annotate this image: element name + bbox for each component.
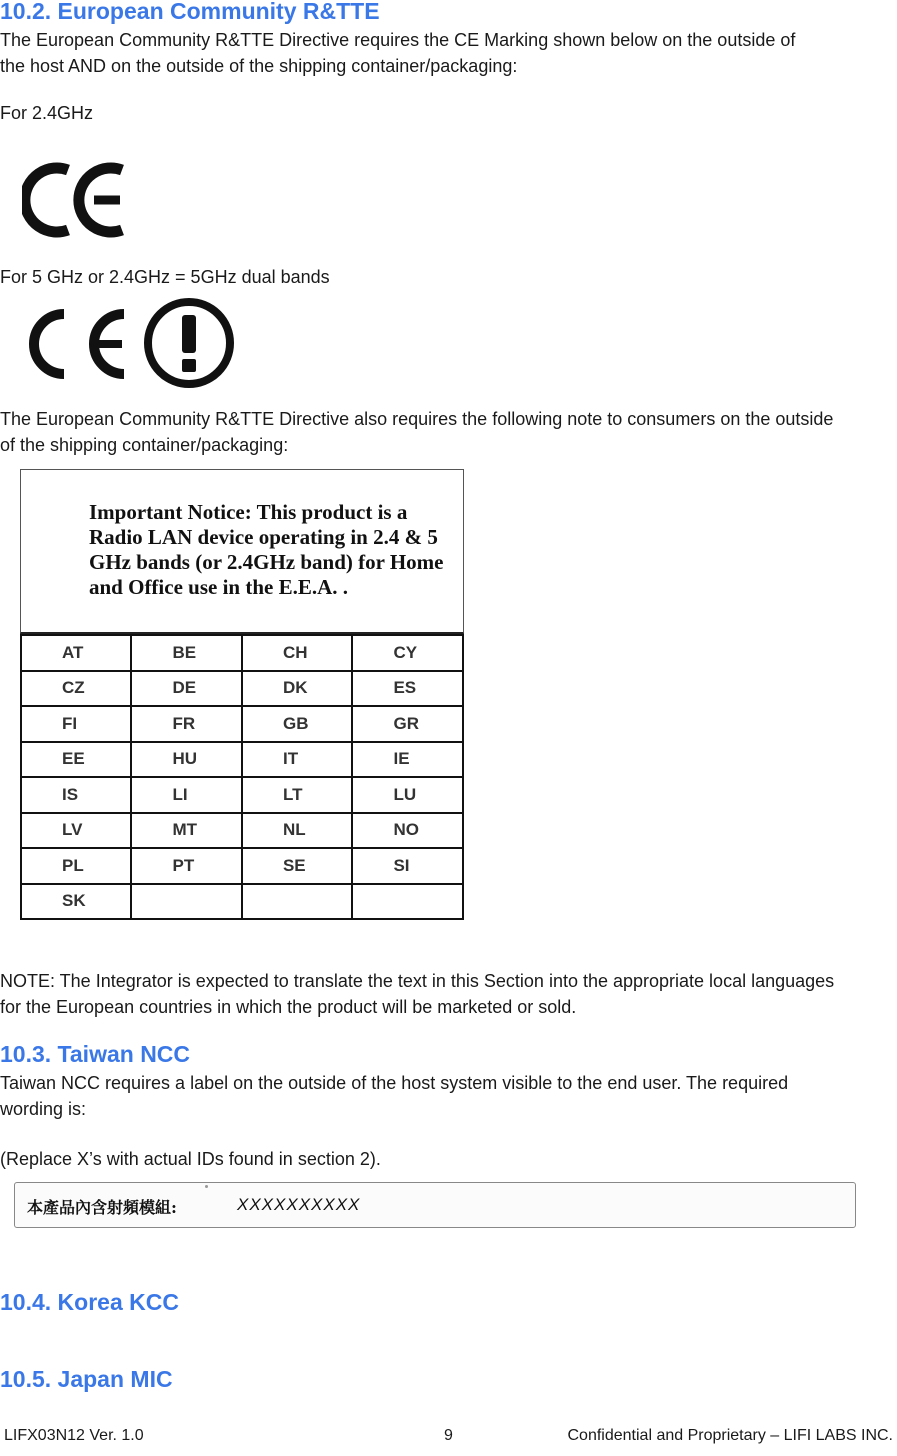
table-row — [21, 742, 463, 778]
notice-line: GHz bands (or 2.4GHz band) for Home — [89, 550, 444, 574]
country-cell: CZ — [21, 671, 131, 707]
section-heading-korea: 10.4. Korea KCC — [0, 1289, 179, 1315]
notice-line: Radio LAN device operating in 2.4 & 5 — [89, 525, 438, 549]
country-cell: BE — [131, 635, 241, 671]
label-dot — [205, 1185, 208, 1188]
country-cell — [352, 884, 463, 920]
table-row — [21, 635, 463, 671]
country-cell: NO — [352, 813, 463, 849]
section-heading-eu: 10.2. European Community R&TTE — [0, 0, 380, 24]
country-cell — [242, 884, 353, 920]
section-heading-taiwan: 10.3. Taiwan NCC — [0, 1041, 191, 1067]
table-row — [21, 671, 463, 707]
footer-confidential: Confidential and Proprietary – LIFI LABS INC. — [567, 1427, 893, 1444]
country-cell: DE — [131, 671, 241, 707]
country-cell: CH — [242, 635, 353, 671]
important-notice-label — [20, 469, 464, 951]
table-row — [21, 884, 463, 920]
country-cell: FR — [131, 706, 241, 742]
country-cell: MT — [131, 813, 241, 849]
notice-line: and Office use in the E.E.A. . — [89, 575, 349, 599]
country-cell: LU — [352, 777, 463, 813]
country-cell: GB — [242, 706, 353, 742]
country-cell: LI — [131, 777, 241, 813]
country-cell: SE — [242, 848, 353, 884]
table-row — [21, 813, 463, 849]
integrator-note-text: NOTE: The Integrator is expected to translate the text in this Section into the appropriate local languages for the European countries in which the product will be marketed or sold. — [0, 971, 835, 1017]
country-cell: IS — [21, 777, 131, 813]
taiwan-intro-text: Taiwan NCC requires a label on the outside of the host system visible to the end user. The required wording is: — [0, 1073, 789, 1119]
country-cell: CY — [352, 635, 463, 671]
notice-line: Important Notice: This product is a — [89, 500, 408, 524]
label-2-4ghz: For 2.4GHz — [0, 103, 94, 123]
country-cell: SI — [352, 848, 463, 884]
taiwan-replace-note: (Replace X’s with actual IDs found in section 2). — [0, 1149, 381, 1169]
country-table — [20, 634, 464, 920]
country-cell: DK — [242, 671, 353, 707]
ce-mark-icon — [22, 156, 132, 244]
table-row — [21, 706, 463, 742]
country-cell: IE — [352, 742, 463, 778]
country-cell: EE — [21, 742, 131, 778]
label-dual-band: For 5 GHz or 2.4GHz = 5GHz dual bands — [0, 267, 330, 287]
country-cell: HU — [131, 742, 241, 778]
footer-doc-id: LIFX03N12 Ver. 1.0 — [4, 1427, 144, 1444]
country-cell: GR — [352, 706, 463, 742]
important-notice-text — [20, 469, 464, 634]
country-cell: NL — [242, 813, 353, 849]
ncc-module-id: XXXXXXXXXX — [237, 1195, 361, 1214]
country-cell — [131, 884, 241, 920]
country-cell: FI — [21, 706, 131, 742]
ncc-label-text: 本產品內含射頻模組: — [27, 1198, 177, 1217]
country-cell: PT — [131, 848, 241, 884]
country-cell: IT — [242, 742, 353, 778]
table-row — [21, 848, 463, 884]
eu-note-intro-text: The European Community R&TTE Directive also requires the following note to consumers on the outside of the shipping container/packaging: — [0, 409, 834, 455]
table-row — [21, 777, 463, 813]
ncc-label-box — [14, 1182, 856, 1228]
section-heading-japan: 10.5. Japan MIC — [0, 1366, 173, 1392]
country-cell: SK — [21, 884, 131, 920]
country-cell: LV — [21, 813, 131, 849]
ce-mark-dual-icon — [14, 298, 244, 390]
country-cell: LT — [242, 777, 353, 813]
footer-page-number: 9 — [444, 1427, 453, 1444]
country-cell: AT — [21, 635, 131, 671]
eu-intro-text: The European Community R&TTE Directive requires the CE Marking shown below on the outside of the host AND on the outside of the shipping container/packaging: — [0, 30, 796, 76]
country-cell: PL — [21, 848, 131, 884]
country-cell: ES — [352, 671, 463, 707]
